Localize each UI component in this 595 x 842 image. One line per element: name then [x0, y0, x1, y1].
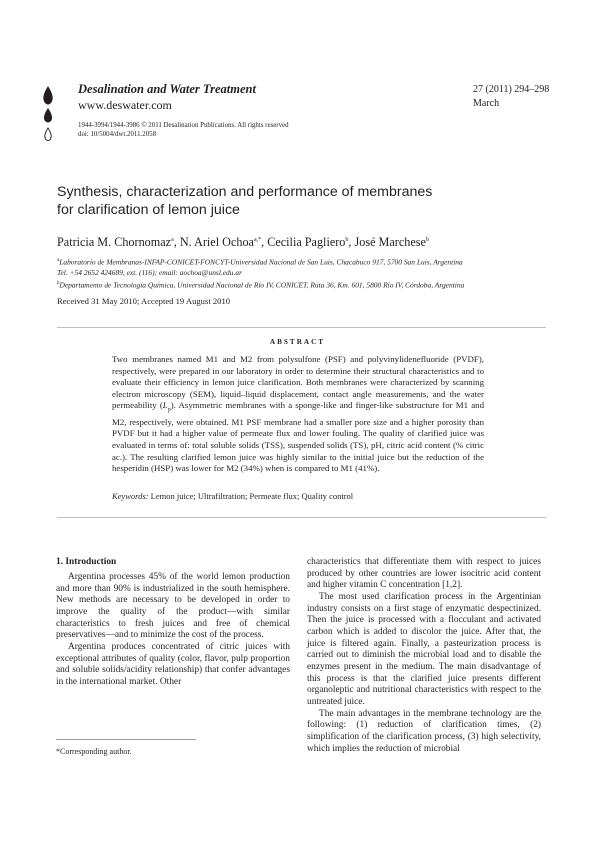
keywords-line	[112, 491, 353, 501]
body-left-column	[56, 572, 290, 689]
author-name: N. Ariel Ochoa	[179, 235, 254, 249]
lp-symbol: L	[162, 400, 168, 411]
author-affiliation-mark: a,*	[253, 236, 262, 243]
body-paragraph: characteristics that differentiate them with respect to juices produced by other countries are lower isocitric acid content and higher vitamin C concentration [1,2].	[307, 557, 541, 591]
affiliation-a-line-1: Laboratorio de Membranas-INFAP-CONICET-FONCYT-Universidad Nacional de San Luis, Chacabuco 917, 5700 San Luis, Argentina	[59, 257, 463, 267]
corresponding-author-footnote: *Corresponding author.	[56, 747, 132, 756]
footnote-divider	[56, 739, 196, 740]
affiliation-b	[57, 279, 547, 291]
author-name: Cecilia Pagliero	[267, 235, 346, 249]
author-name: Patricia M. Chornomaz	[57, 235, 172, 249]
doi-line: doi: 10/5004/dwt.2011.2058	[78, 131, 157, 138]
affiliation-mark: a	[57, 258, 60, 263]
abstract-text-part-2: ). Asymmetric membranes with a sponge-like and finger-like substructure for M1 and M2, respectively, were obtained. M1 PSF membrane had a smaller pore size and a higher porosity than PVDF but it had a higher value of permeate flux and lower fouling. The quality of clarified juice was evaluated in terms of: total soluble solids (TSS), suspended solids (TS), pH, citric acid content (% citric ac.). The resulting clarified lemon juice was highly similar to the initial juice but the reduction of the hesperidin (HSP) was lower for M2 (34%) when is compared to M1 (41%).	[112, 400, 484, 474]
section-heading-introduction: 1. Introduction	[56, 557, 117, 567]
received-accepted-dates: Received 31 May 2010; Accepted 19 August 2010	[57, 296, 231, 306]
body-paragraph: Argentina processes 45% of the world lemon production and more than 90% is industrialized in the south hemisphere. New methods are necessary to be developed in order to improve the quality of the product—with similar characteristics to fresh juices and free of chemical preservatives—and to minimize the cost of the process.	[56, 572, 290, 641]
paper-title-line-2: for clarification of lemon juice	[57, 202, 240, 218]
keywords-list: Lemon juice; Ultrafiltration; Permeate flux; Quality control	[150, 491, 354, 501]
volume-pages: 27 (2011) 294–298	[473, 84, 550, 95]
body-paragraph: The main advantages in the membrane technology are the following: (1) reduction of clarification times, (2) simplification of the clarification process, (3) high selectivity, which implies the reduction of microbial	[307, 708, 541, 754]
author-affiliation-mark: b	[425, 236, 429, 243]
divider-bottom	[57, 517, 546, 518]
body-paragraph: The most used clarification process in the Argentinian industry consists on a first stage of enzymatic despectinized. Then the juice is processed with a flocculant and activated carbon which is added to discolor the juice. After that, the juice is filtered again. Finally, a pasteurization process is carried out to diminish the microbial load and to disable the enzymes present in the medium. The main disadvantage of this process is that the clarified juice presents different organoleptic and nutritional characteristics with respect to the untreated juice.	[307, 591, 541, 707]
author-separator: ,	[348, 235, 355, 249]
affiliation-a	[57, 256, 547, 278]
lp-subscript: p	[167, 407, 171, 414]
journal-title: Desalination and Water Treatment	[78, 82, 256, 96]
author-separator: ,	[173, 235, 180, 249]
journal-url[interactable]: www.deswater.com	[78, 98, 172, 112]
journal-logo-icon	[37, 84, 59, 146]
abstract-text	[112, 354, 484, 475]
abstract-heading: ABSTRACT	[269, 338, 326, 346]
body-right-column	[307, 557, 541, 755]
affiliation-a-contact: Tel. +54 2652 424689, ext. (116); email: aochoa@unsl.edu.ar	[57, 267, 242, 277]
issue-month: March	[473, 98, 500, 109]
affiliation-b-line-1: Departamento de Tecnología Química, Universidad Nacional de Río IV, CONICET, Ruta 36, Km. 601, 5800 Río IV, Córdoba, Argentina	[59, 280, 465, 290]
keywords-label: Keywords:	[112, 491, 149, 501]
divider-top	[57, 327, 546, 328]
author-list	[57, 235, 429, 250]
affiliation-mark: b	[57, 281, 60, 286]
author-affiliation-mark: a	[171, 236, 174, 243]
paper-title	[57, 183, 477, 219]
paper-title-line-1: Synthesis, characterization and performance of membranes	[57, 184, 433, 200]
author-affiliation-mark: b	[345, 236, 349, 243]
body-paragraph: Argentina produces concentrated of citric juices with exceptional attributes of quality (color, flavor, pulp proportion and soluble solids/acidity relationship) that confer advantages in the international market. Other	[56, 641, 290, 687]
issn-copyright-line: 1944-3994/1944-3986 © 2011 Desalination Publications. All rights reserved	[78, 122, 289, 129]
abstract-text-part-1: Two membranes named M1 and M2 from polysulfone (PSF) and polyvinylidenefluoride (PVDF), respectively, were prepared in our laboratory in order to determine their structural characteristics and to evaluate their efficiency in lemon juice clarification. Both membranes were characterized by scanning electron microscopy (SEM), liquid–liquid displacement, contact angle measurements, and the water permeability (	[112, 354, 484, 411]
author-separator: ,	[261, 235, 268, 249]
author-name: José Marchese	[354, 235, 426, 249]
